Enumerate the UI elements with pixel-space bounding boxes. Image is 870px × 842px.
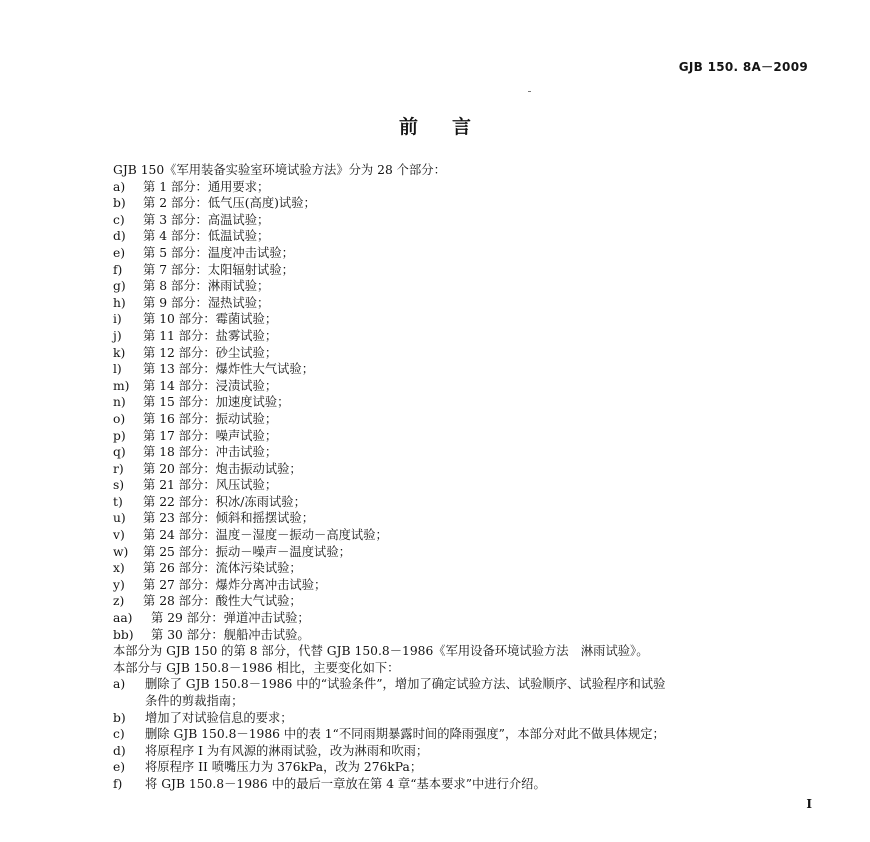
part-list-item bbox=[113, 627, 813, 644]
part-item-text: 第 27 部分：爆炸分离冲击试验； bbox=[143, 577, 327, 592]
part-list-item bbox=[113, 328, 813, 345]
part-item-label: k) bbox=[113, 345, 126, 360]
replacement-note: 本部分为 GJB 150 的第 8 部分，代替 GJB 150.8－1986《军用设备环境试验方法 淋雨试验》。 bbox=[113, 644, 649, 659]
scan-speck bbox=[528, 91, 531, 92]
part-item-label: f) bbox=[113, 262, 123, 277]
part-item-label: m) bbox=[113, 378, 130, 393]
change-item-label: d) bbox=[113, 743, 126, 758]
part-list-item bbox=[113, 179, 813, 196]
change-list-item bbox=[113, 726, 813, 743]
foreword-body bbox=[113, 162, 813, 793]
part-item-text: 第 26 部分：流体污染试验； bbox=[143, 561, 302, 576]
change-list-item bbox=[113, 676, 813, 709]
change-item-text: 增加了对试验信息的要求； bbox=[145, 710, 293, 725]
part-item-text: 第 8 部分：淋雨试验； bbox=[143, 279, 270, 294]
part-item-label: aa) bbox=[113, 611, 133, 626]
part-item-label: g) bbox=[113, 279, 126, 294]
part-list-item bbox=[113, 461, 813, 478]
part-item-label: b) bbox=[113, 196, 126, 211]
part-list-item bbox=[113, 311, 813, 328]
part-list-item bbox=[113, 544, 813, 561]
part-item-label: w) bbox=[113, 544, 129, 559]
change-item-label: a) bbox=[113, 677, 126, 692]
part-list-item bbox=[113, 444, 813, 461]
part-list-item bbox=[113, 228, 813, 245]
part-list-item bbox=[113, 428, 813, 445]
part-list-item bbox=[113, 527, 813, 544]
part-item-text: 第 21 部分：风压试验； bbox=[143, 478, 278, 493]
part-item-label: n) bbox=[113, 395, 126, 410]
part-item-label: i) bbox=[113, 312, 122, 327]
part-item-text: 第 9 部分：湿热试验； bbox=[143, 295, 270, 310]
part-list-item bbox=[113, 610, 813, 627]
part-item-text: 第 4 部分：低温试验； bbox=[143, 229, 270, 244]
part-item-text: 第 5 部分：温度冲击试验； bbox=[143, 245, 294, 260]
part-item-text: 第 25 部分：振动－噪声－温度试验； bbox=[143, 544, 351, 559]
change-item-text: 将原程序 I 为有风源的淋雨试验，改为淋雨和吹雨； bbox=[145, 743, 429, 758]
change-list-item bbox=[113, 759, 813, 776]
part-item-text: 第 17 部分：噪声试验； bbox=[143, 428, 278, 443]
part-item-text: 第 10 部分：霉菌试验； bbox=[143, 312, 278, 327]
part-item-text: 第 13 部分：爆炸性大气试验； bbox=[143, 362, 315, 377]
part-list-item bbox=[113, 345, 813, 362]
part-item-label: bb) bbox=[113, 627, 134, 642]
part-item-text: 第 28 部分：酸性大气试验； bbox=[143, 594, 302, 609]
part-item-label: u) bbox=[113, 511, 126, 526]
part-list-item bbox=[113, 195, 813, 212]
change-item-text: 将 GJB 150.8－1986 中的最后一章放在第 4 章“基本要求”中进行介绍。 bbox=[145, 776, 546, 791]
part-item-text: 第 11 部分：盐雾试验； bbox=[143, 328, 278, 343]
part-item-label: h) bbox=[113, 295, 126, 310]
part-list-item bbox=[113, 212, 813, 229]
part-item-label: j) bbox=[113, 328, 122, 343]
part-item-text: 第 24 部分：温度－湿度－振动－高度试验； bbox=[143, 528, 388, 543]
part-list-item bbox=[113, 577, 813, 594]
changes-intro: 本部分与 GJB 150.8－1986 相比，主要变化如下： bbox=[113, 660, 400, 675]
change-list-item bbox=[113, 710, 813, 727]
part-item-label: o) bbox=[113, 411, 126, 426]
change-item-continuation: 条件的剪裁指南； bbox=[145, 694, 244, 708]
part-item-label: t) bbox=[113, 494, 123, 509]
part-item-label: q) bbox=[113, 445, 126, 460]
part-item-label: a) bbox=[113, 179, 126, 194]
part-item-label: s) bbox=[113, 478, 125, 493]
change-item-text: 将原程序 II 喷嘴压力为 376kPa，改为 276kPa； bbox=[145, 760, 423, 775]
part-list-item bbox=[113, 494, 813, 511]
part-item-label: d) bbox=[113, 229, 126, 244]
part-item-text: 第 15 部分：加速度试验； bbox=[143, 395, 290, 410]
intro-line: GJB 150《军用装备实验室环境试验方法》分为 28 个部分： bbox=[113, 163, 446, 177]
part-list-item bbox=[113, 411, 813, 428]
part-item-text: 第 16 部分：振动试验； bbox=[143, 411, 278, 426]
change-list-item bbox=[113, 743, 813, 760]
parts-list bbox=[113, 179, 813, 644]
change-item-label: f) bbox=[113, 776, 123, 791]
part-list-item bbox=[113, 361, 813, 378]
change-item-label: c) bbox=[113, 727, 125, 742]
part-item-text: 第 30 部分：舰船冲击试验。 bbox=[151, 627, 310, 642]
part-item-text: 第 2 部分：低气压(高度)试验； bbox=[143, 196, 316, 211]
part-item-text: 第 12 部分：砂尘试验； bbox=[143, 345, 278, 360]
part-item-label: x) bbox=[113, 561, 125, 576]
change-item-text: 删除了 GJB 150.8－1986 中的“试验条件”，增加了确定试验方法、试验顺序、试验程序和试验 bbox=[145, 677, 666, 692]
part-item-text: 第 23 部分：倾斜和摇摆试验； bbox=[143, 511, 315, 526]
part-item-label: p) bbox=[113, 428, 126, 443]
part-item-text: 第 3 部分：高温试验； bbox=[143, 212, 270, 227]
part-item-label: v) bbox=[113, 528, 125, 543]
change-list-item bbox=[113, 776, 813, 793]
part-item-text: 第 7 部分：太阳辐射试验； bbox=[143, 262, 294, 277]
page-title: 前言 bbox=[398, 116, 505, 138]
part-list-item bbox=[113, 477, 813, 494]
part-item-text: 第 22 部分：积冰/冻雨试验； bbox=[143, 494, 306, 509]
part-list-item bbox=[113, 510, 813, 527]
changes-list bbox=[113, 676, 813, 792]
page-number: I bbox=[806, 797, 812, 811]
part-list-item bbox=[113, 262, 813, 279]
change-item-label: b) bbox=[113, 710, 126, 725]
part-list-item bbox=[113, 560, 813, 577]
part-list-item bbox=[113, 295, 813, 312]
part-item-label: r) bbox=[113, 461, 124, 476]
part-item-label: z) bbox=[113, 594, 125, 609]
part-item-text: 第 29 部分：弹道冲击试验； bbox=[151, 611, 310, 626]
part-item-label: e) bbox=[113, 245, 126, 260]
part-item-label: c) bbox=[113, 212, 125, 227]
change-item-label: e) bbox=[113, 760, 126, 775]
part-list-item bbox=[113, 245, 813, 262]
part-item-label: y) bbox=[113, 577, 125, 592]
part-list-item bbox=[113, 394, 813, 411]
part-item-text: 第 14 部分：浸渍试验； bbox=[143, 378, 278, 393]
part-item-text: 第 20 部分：炮击振动试验； bbox=[143, 461, 302, 476]
change-item-text: 删除 GJB 150.8－1986 中的表 1“不同雨期暴露时间的降雨强度”，本部分对此不做具体规定； bbox=[145, 727, 665, 742]
part-item-label: l) bbox=[113, 362, 122, 377]
part-list-item bbox=[113, 378, 813, 395]
part-item-text: 第 1 部分：通用要求； bbox=[143, 179, 270, 194]
document-code: GJB 150. 8A－2009 bbox=[678, 60, 808, 74]
part-list-item bbox=[113, 593, 813, 610]
part-list-item bbox=[113, 278, 813, 295]
part-item-text: 第 18 部分：冲击试验； bbox=[143, 445, 278, 460]
